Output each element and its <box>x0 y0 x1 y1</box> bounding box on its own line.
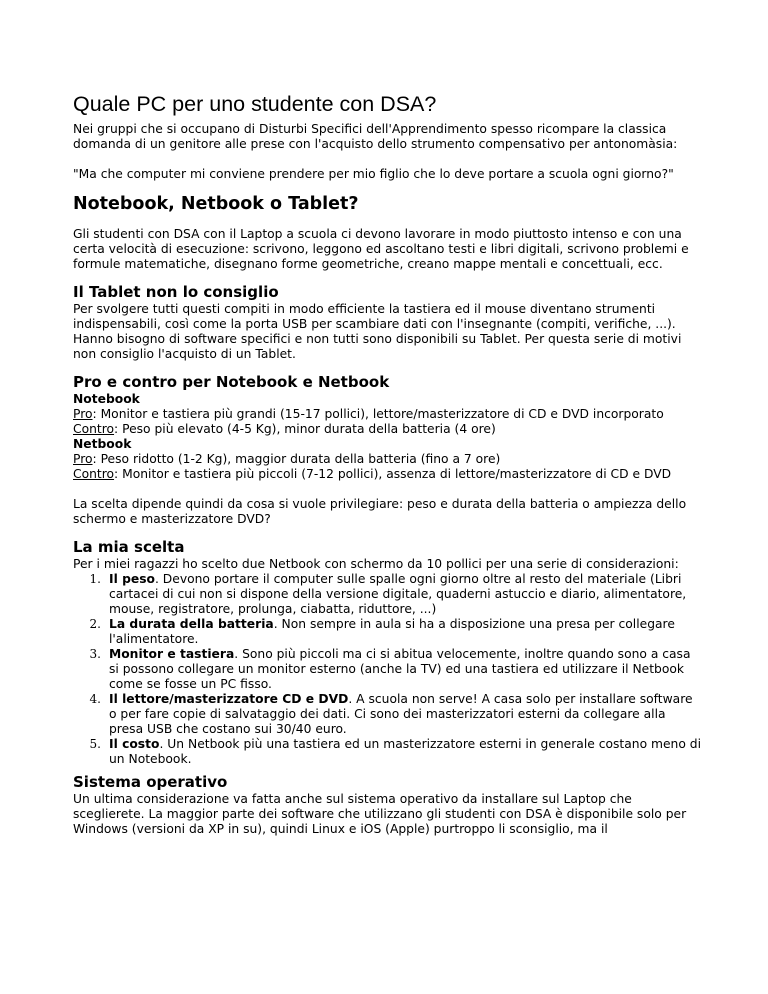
tablet-section-paragraph: Per svolgere tutti questi compiti in modo efficiente la tastiera ed il mouse diventano strumenti indispensabili, così come la porta USB per scambiare dati con l'insegnante (compiti, verifiche, ...). Hanno bisogno di software specifici e non tutti sono disponibili su Tablet. Per questa serie di motivi non consiglio l'acquisto di un Tablet. <box>73 302 682 361</box>
pro-label: Pro <box>73 407 93 421</box>
intro-paragraph: Nei gruppi che si occupano di Disturbi Specifici dell'Apprendimento spesso ricompare la classica domanda di un genitore alle prese con l'acquisto dello strumento compensativo per antonomàsia: <box>73 122 678 151</box>
contro-label: Contro <box>73 422 115 436</box>
pro-contro-conclusion: La scelta dipende quindi da cosa si vuole privilegiare: peso e durata della batteria o ampiezza dello schermo e masterizzatore DVD? <box>73 497 687 526</box>
pro-label: Pro <box>73 452 93 466</box>
quote-paragraph: "Ma che computer mi conviene prendere per mio figlio che lo deve portare a scuola ogni giorno?" <box>73 167 674 181</box>
heading-pro-contro: Pro e contro per Notebook e Netbook <box>73 373 390 391</box>
list-item: 3. Monitor e tastiera. Sono più piccoli ma ci si abitua velocemente, inoltre quando sono a casa si possono collegare un monitor esterno (anche la TV) ed una tastiera ed utilizzare il Netbook come se fosse un PC fisso. <box>89 647 691 691</box>
netbook-label: Netbook <box>73 437 132 451</box>
netbook-contro-line: Contro: Monitor e tastiera più piccoli (7-12 pollici), assenza di lettore/masterizzatore di CD e DVD <box>73 467 672 481</box>
notebook-section-paragraph: Gli studenti con DSA con il Laptop a scuola ci devono lavorare in modo piuttosto intenso e con una certa velocità di esecuzione: scrivono, leggono ed ascoltano testi e libri digitali, scrivono problemi e formule matematiche, disegnano forme geometriche, creano mappe mentali e concettuali, ecc. <box>73 227 689 271</box>
notebook-contro-line: Contro: Peso più elevato (4-5 Kg), minor durata della batteria (4 ore) <box>73 422 496 436</box>
scelta-intro: Per i miei ragazzi ho scelto due Netbook con schermo da 10 pollici per una serie di considerazioni: <box>73 557 679 571</box>
scelta-list <box>73 572 703 767</box>
netbook-pro-line: Pro: Peso ridotto (1-2 Kg), maggior durata della batteria (fino a 7 ore) <box>73 452 501 466</box>
heading-tablet: Il Tablet non lo consiglio <box>73 283 279 301</box>
notebook-label: Notebook <box>73 392 140 406</box>
list-item: 2. La durata della batteria. Non sempre in aula si ha a disposizione una presa per collegare l'alimentatore. <box>89 617 675 646</box>
document-page <box>73 92 703 837</box>
list-item: 4. Il lettore/masterizzatore CD e DVD. A scuola non serve! A casa solo per installare software o per fare copie di salvataggio dei dati. Ci sono dei masterizzatori esterni da collegare alla presa USB che costano sui 30/40 euro. <box>89 692 693 736</box>
notebook-pro-line: Pro: Monitor e tastiera più grandi (15-17 pollici), lettore/masterizzatore di CD e DVD incorporato <box>73 407 664 421</box>
heading-sistema-operativo: Sistema operativo <box>73 773 228 791</box>
heading-la-mia-scelta: La mia scelta <box>73 538 185 556</box>
os-paragraph: Un ultima considerazione va fatta anche sul sistema operativo da installare sul Laptop che sceglierete. La maggior parte dei software che utilizzano gli studenti con DSA è disponibile solo per Windows (versioni da XP in su), quindi Linux e iOS (Apple) purtroppo li sconsiglio, ma il <box>73 792 687 836</box>
list-item: 5. Il costo. Un Netbook più una tastiera ed un masterizzatore esterni in generale costano meno di un Notebook. <box>89 737 701 766</box>
contro-label: Contro <box>73 467 115 481</box>
page-title: Quale PC per uno studente con DSA? <box>73 92 437 116</box>
list-item: 1. Il peso. Devono portare il computer sulle spalle ogni giorno oltre al resto del materiale (Libri cartacei di cui non si dispone della versione digitale, quaderni astuccio e diario, alimentatore, mouse, registratore, prolunga, ciabatta, riduttore, ...) <box>89 572 687 616</box>
heading-notebook-netbook-tablet: Notebook, Netbook o Tablet? <box>73 194 359 214</box>
